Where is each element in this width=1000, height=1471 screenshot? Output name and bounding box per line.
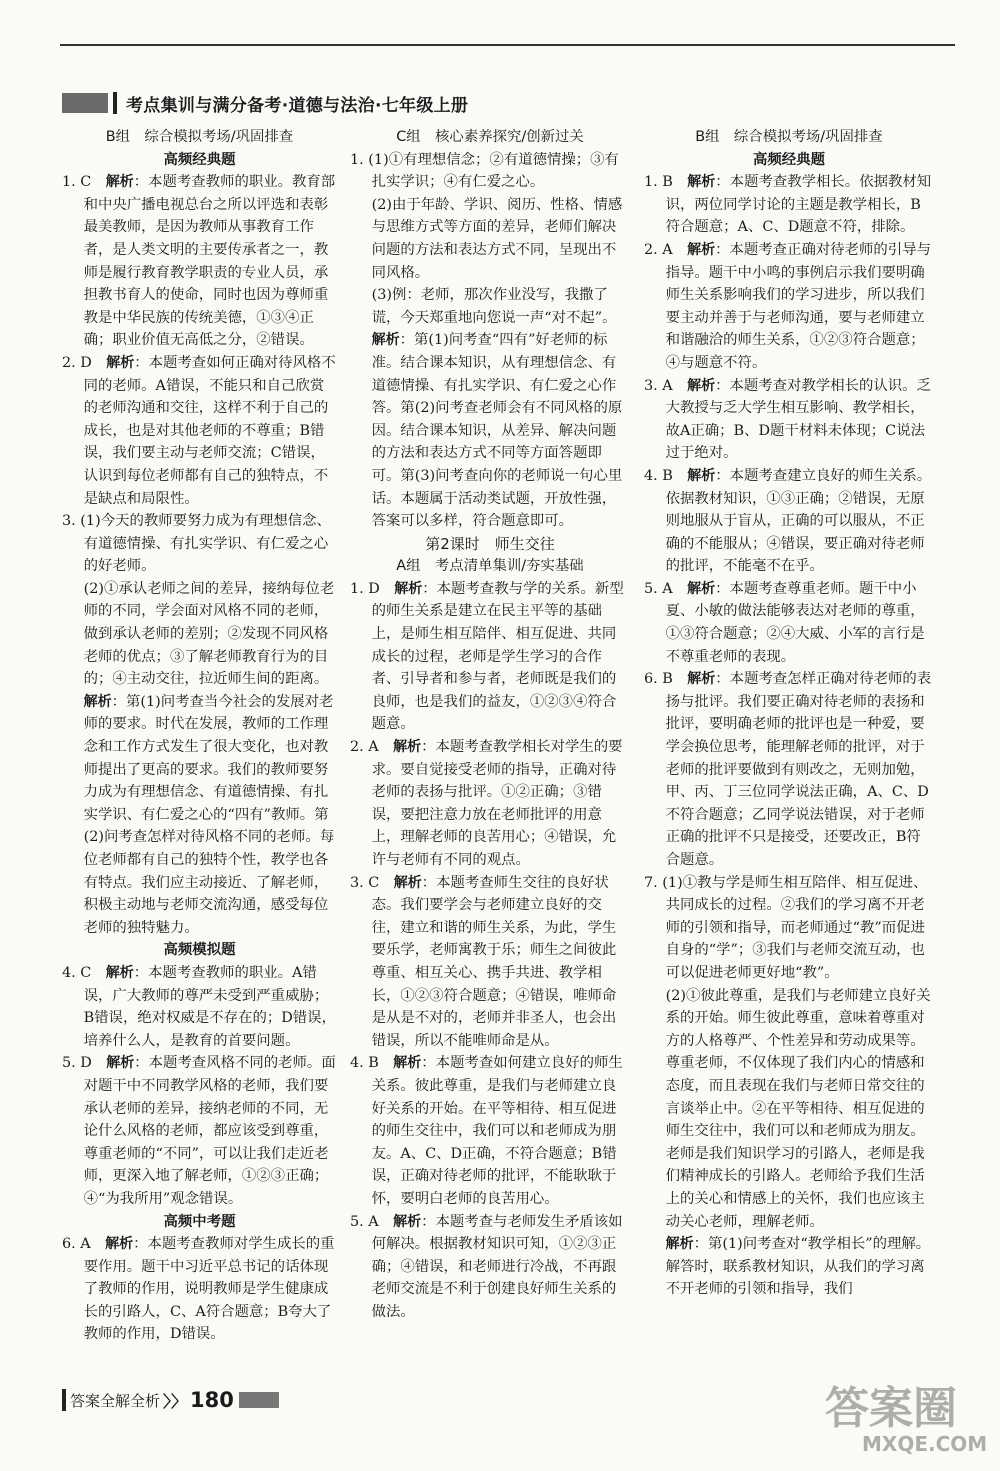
- answer-item: 4. B 解析：本题考查如何建立良好的师生关系。彼此尊重，是我们与老师建立良好关系的开始。在平等相待、相互促进的师生交往中，我们可以和老师成为朋友。A、C、D正确，不符合题意；B错误，正确对待老师的批评，不能耿耿于怀，要明白老师的良苦用心。: [350, 1055, 623, 1207]
- subsection-heading: 高频经典题: [753, 150, 825, 168]
- answer-item: 1. B 解析：本题考查教学相长。依据教材知识，两位同学讨论的主题是教学相长，B符合题意；A、C、D题意不符，排除。: [644, 174, 932, 236]
- answer-item: 5. A 解析：本题考查与老师发生矛盾该如何解决。根据教材知识可知，①②③正确；④错误，和老师进行冷战，不再跟老师交流是不利于创建良好师生关系的做法。: [350, 1213, 623, 1320]
- answer-item: (2)由于年龄、学识、阅历、性格、情感与思维方式等方面的差异，老师们解决问题的方法和表达方式不同，呈现出不同风格。: [371, 196, 623, 281]
- footer-label: 答案全解全析: [70, 1391, 161, 1410]
- chevron-right-icon: 〉〉: [163, 1391, 188, 1411]
- section-heading: B组 综合模拟考场/巩固排查: [105, 129, 294, 145]
- answer-item: (2)①彼此尊重，是我们与老师建立良好关系的开始。师生彼此尊重，意味着尊重对方的人格尊严、个性差异和劳动成果等。尊重老师，不仅体现了我们内心的情感和态度，而且表现在我们与老师日常交往的言谈举止中。②在平等相待、相互促进的师生交往中，我们可以和老师成为朋友。老师是我们知识学习的引路人，老师是我们精神成长的引路人。老师给予我们生活上的关心和情感上的关怀，我们也应该主动关心老师，理解老师。: [665, 987, 931, 1230]
- lesson-heading: 第2课时 师生交往: [425, 534, 555, 553]
- column-1: [62, 126, 337, 1346]
- page-number: 180: [190, 1388, 234, 1412]
- answer-item: 3. C 解析：本题考查师生交往的良好状态。我们要学会与老师建立良好的交往，建立和谐的师生关系，为此，学生要乐学，老师寓教于乐；师生之间彼此尊重、相互关心、携手共进、教学相长，①②③符合题意；④错误，唯师命是从是不对的，老师并非圣人，也会出错误，所以不能唯师命是从。: [350, 874, 617, 1049]
- column-3: [644, 126, 934, 1301]
- answer-item: 3. (1)今天的教师要努力成为有理想信念、有道德情操、有扎实学识、有仁爱之心的好老师。: [62, 513, 331, 575]
- answer-item: 6. A 解析：本题考查教师对学生成长的重要作用。题干中习近平总书记的话体现了教师的作用，说明教师是学生健康成长的引路人，C、A符合题意；B夸大了教师的作用，D错误。: [62, 1236, 335, 1343]
- analysis: 解析：第(1)问考查“四有”好老师的标准。结合课本知识，从有理想信念、有道德情操、有扎实学识、有仁爱之心作答。第(2)问考查老师会有不同风格的原因。结合课本知识，从差异、解决问题的方法和表达方式不同等方面答题即可。第(3)问考查向你的老师说一句心里话。本题属于活动类试题，开放性强，答案可以多样，符合题意即可。: [371, 332, 623, 530]
- answer-item: 4. C 解析：本题考查教师的职业。A错误，广大教师的尊严未受到严重威胁；B错误，绝对权威是不存在的；D错误，培养什么人，是教育的首要问题。: [62, 964, 336, 1049]
- answer-item: 4. B 解析：本题考查建立良好的师生关系。依据教材知识，①③正确；②错误，无原则地服从于盲从，正确的可以服从，不正确的不能服从；④错误，要正确对待老师的批评，不能毫不在乎。: [644, 467, 932, 575]
- footer-bar: [62, 1389, 66, 1411]
- footer-block: [239, 1392, 279, 1408]
- column-2: [350, 126, 630, 1323]
- section-heading: B组 综合模拟考场/巩固排查: [695, 129, 883, 145]
- watermark-url: MXQE.COM: [862, 1432, 988, 1456]
- answer-item: 5. A 解析：本题考查尊重老师。题干中小夏、小敏的做法能够表达对老师的尊重，①③符合题意；②④大威、小军的言行是不尊重老师的表现。: [644, 580, 925, 665]
- header-block: [62, 93, 108, 113]
- answer-item: (2)①承认老师之间的差异，接纳每位老师的不同，学会面对风格不同的老师，做到承认老师的差别；②发现不同风格老师的优点；③了解老师教育行为的目的；④主动交往，拉近师生间的距离。: [83, 580, 335, 688]
- watermark-logo: 答案圈: [825, 1383, 957, 1434]
- answer-item: 1. (1)①有理想信念；②有道德情操；③有扎实学识；④有仁爱之心。: [350, 151, 619, 191]
- answer-item: 3. A 解析：本题考查对教学相长的认识。乏大教授与乏大学生相互影响、教学相长，故A正确；B、D题干材料未体现；C说法过于绝对。: [644, 377, 931, 462]
- answer-item: 1. C 解析：本题考查教师的职业。教育部和中央广播电视总台之所以评选和表彰最美教师，是因为教师从事教育工作者，是人类文明的主要传承者之一，教师是履行教育教学职责的专业人员，承担教书育人的使命，同时也因为尊师重教是中华民族的传统美德，①③④正确；职业价值无高低之分，②错误。: [62, 174, 336, 349]
- analysis: 解析：第(1)问考查对“教学相长”的理解。解答时，联系教材知识，从我们的学习离不开老师的引领和指导，我们: [665, 1236, 931, 1298]
- answer-item: 2. A 解析：本题考查教学相长对学生的要求。要自觉接受老师的指导，正确对待老师的表扬与批评。①②正确；③错误，要把注意力放在老师批评的用意上，理解老师的良苦用心；④错误，允许与老师有不同的观点。: [350, 739, 623, 868]
- analysis: 解析：第(1)问考查当今社会的发展对老师的要求。时代在发展，教师的工作理念和工作方式发生了很大变化，也对教师提出了更高的要求。我们的教师要努力成为有理想信念、有道德情操、有扎实学识、有仁爱之心的“四有”教师。第(2)问考查怎样对待风格不同的老师。每位老师都有自己的独特个性，教学也各有特点。我们应主动接近、了解老师，积极主动地与老师交流沟通，感受每位老师的独特魅力。: [83, 693, 335, 936]
- subsection-heading: 高频模拟题: [163, 941, 236, 959]
- answer-item: 2. D 解析：本题考查如何正确对待风格不同的老师。A错误，不能只和自己欣赏的老师沟通和交往，这样不利于自己的成长，也是对其他老师的不尊重；B错误，我们要主动与老师交流；C错误，认识到每位老师都有自己的独特点，不是缺点和局限性。: [62, 354, 336, 507]
- subsection-heading: 高频经典题: [163, 150, 236, 168]
- answer-item: (3)例：老师，那次作业没写，我撒了谎，今天郑重地向您说一声“对不起”。: [371, 287, 617, 326]
- section-heading: C组 核心素养探究/创新过关: [396, 129, 584, 145]
- header-bar: [113, 92, 117, 114]
- answer-item: 5. D 解析：本题考查风格不同的老师。面对题干中不同教学风格的老师，我们要承认老师的差异，接纳老师的不同，无论什么风格的老师，都应该受到尊重，尊重老师的“不同”，可以让我们走近老师，更深入地了解老师，①②③正确；④“为我所用”观念错误。: [62, 1055, 336, 1207]
- page-title: 考点集训与满分备考·道德与法治·七年级上册: [126, 95, 469, 116]
- top-rule: [60, 44, 955, 46]
- page-header: [62, 88, 962, 118]
- subsection-heading: 高频中考题: [163, 1212, 236, 1230]
- section-heading: A组 考点清单集训/夯实基础: [396, 558, 584, 575]
- page-footer: [62, 1388, 279, 1412]
- answer-item: 1. D 解析：本题考查教与学的关系。新型的师生关系是建立在民主平等的基础上，是师生相互陪伴、相互促进、共同成长的过程，老师是学生学习的合作者、引导者和参与者，老师既是我们的良师，也是我们的益友，①②③④符合题意。: [350, 580, 624, 733]
- answer-item: 6. B 解析：本题考查怎样正确对待老师的表扬与批评。我们要正确对待老师的表扬和批评，要明确老师的批评也是一种爱，要学会换位思考，能理解老师的批评，对于老师的批评要做到有则改之，无则加勉，甲、丙、丁三位同学说法正确，A、C、D不符合题意；乙同学说法错误，对于老师正确的批评不只是接受，还要改正，B符合题意。: [644, 671, 932, 868]
- answer-item: 7. (1)①教与学是师生相互陪伴、相互促进、共同成长的过程。②我们的学习离不开老师的引领和指导，而老师通过“教”而促进自身的“学”；③我们与老师交流互动，也可以促进老师更好地“教”。: [644, 874, 928, 981]
- answer-item: 2. A 解析：本题考查正确对待老师的引导与指导。题干中小鸣的事例启示我们要明确师生关系影响我们的学习进步，所以我们要主动并善于与老师沟通，要与老师建立和谐融洽的师生关系，①②③符合题意；④与题意不符。: [644, 241, 931, 371]
